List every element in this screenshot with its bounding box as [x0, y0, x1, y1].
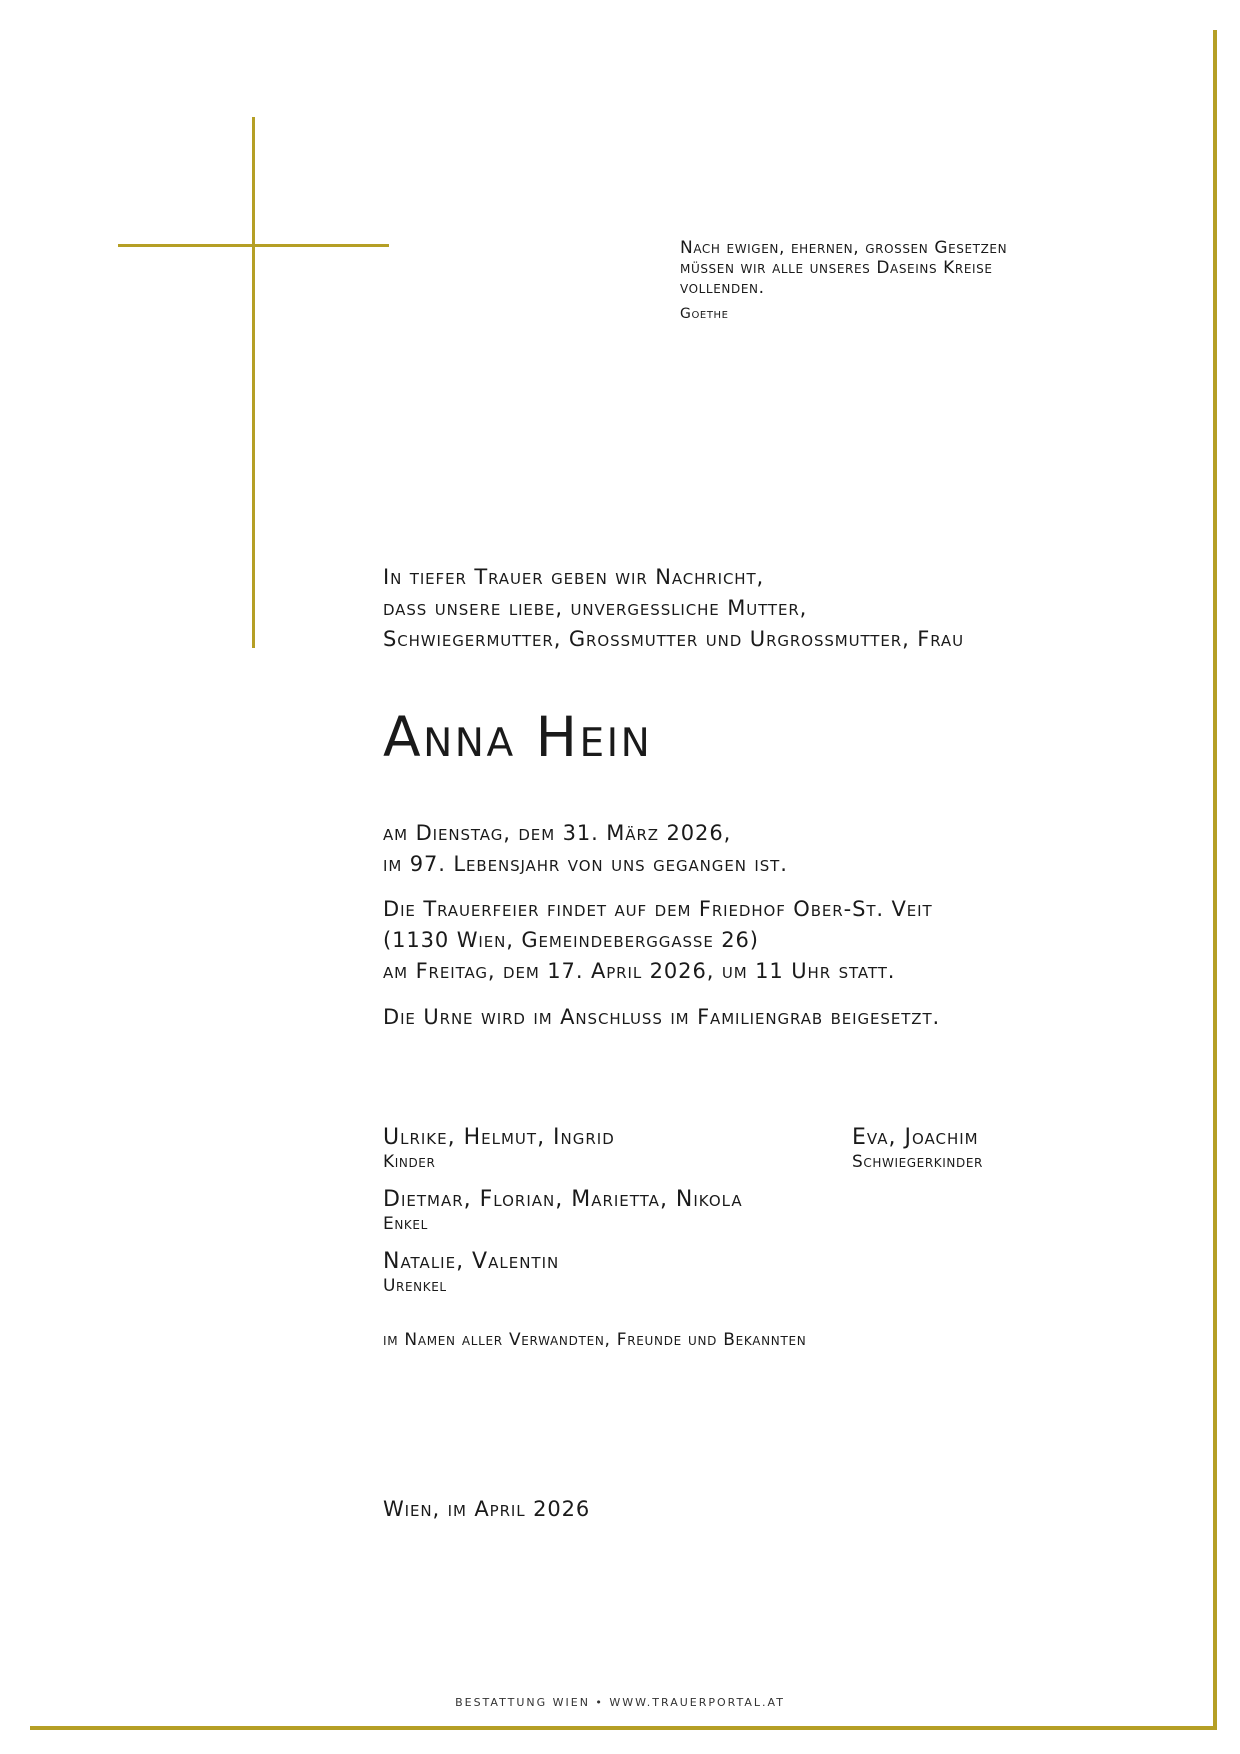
footer-credit: BESTATTUNG WIEN • WWW.TRAUERPORTAL.AT — [455, 1696, 785, 1709]
family-names: Natalie, Valentin — [383, 1249, 560, 1274]
family-names: Eva, Joachim — [852, 1125, 979, 1150]
cross-vertical-bar — [252, 117, 255, 648]
deceased-name: Anna Hein — [383, 705, 653, 769]
place-date: Wien, im April 2026 — [383, 1497, 591, 1521]
death-info-line: im 97. Lebensjahr von uns gegangen ist. — [383, 852, 788, 876]
family-group-children-in-law — [852, 1124, 983, 1172]
family-group-great-grandchildren — [383, 1248, 559, 1296]
burial-info — [383, 1002, 1183, 1033]
ceremony-line: Die Trauerfeier findet auf dem Friedhof Ober-St. Veit — [383, 897, 933, 921]
quote-author: Goethe — [680, 306, 729, 322]
frame-bottom-line — [30, 1726, 1217, 1730]
family-role: Urenkel — [383, 1276, 447, 1296]
family-names: Ulrike, Helmut, Ingrid — [383, 1125, 615, 1150]
family-role: Kinder — [383, 1152, 436, 1172]
cross-horizontal-bar — [118, 244, 389, 247]
death-info-line: am Dienstag, dem 31. März 2026, — [383, 821, 732, 845]
quote-line: Nach ewigen, ehernen, grossen Gesetzen — [680, 238, 1008, 258]
family-group-grandchildren — [383, 1186, 743, 1234]
ceremony-line: (1130 Wien, Gemeindeberggasse 26) — [383, 928, 759, 952]
family-group-children — [383, 1124, 615, 1172]
family-names: Dietmar, Florian, Marietta, Nikola — [383, 1187, 743, 1212]
intro-line: In tiefer Trauer geben wir Nachricht, — [383, 565, 765, 589]
quote-line: vollenden. — [680, 278, 765, 298]
ceremony-line: am Freitag, dem 17. April 2026, um 11 Uhr statt. — [383, 959, 896, 983]
family-role: Schwiegerkinder — [852, 1152, 983, 1172]
death-info — [383, 818, 1183, 880]
intro-line: Schwiegermutter, Grossmutter und Urgrossmutter, Frau — [383, 627, 964, 651]
frame-right-line — [1213, 30, 1217, 1730]
family-role: Enkel — [383, 1214, 428, 1234]
burial-line: Die Urne wird im Anschluss im Familiengrab beigesetzt. — [383, 1005, 941, 1029]
quote-line: müssen wir alle unseres Daseins Kreise — [680, 258, 993, 278]
announcement-intro — [383, 562, 1183, 655]
intro-line: dass unsere liebe, unvergessliche Mutter, — [383, 596, 808, 620]
quote — [680, 238, 1120, 298]
ceremony-info — [383, 894, 1183, 987]
on-behalf-line: im Namen aller Verwandten, Freunde und Bekannten — [383, 1330, 807, 1350]
